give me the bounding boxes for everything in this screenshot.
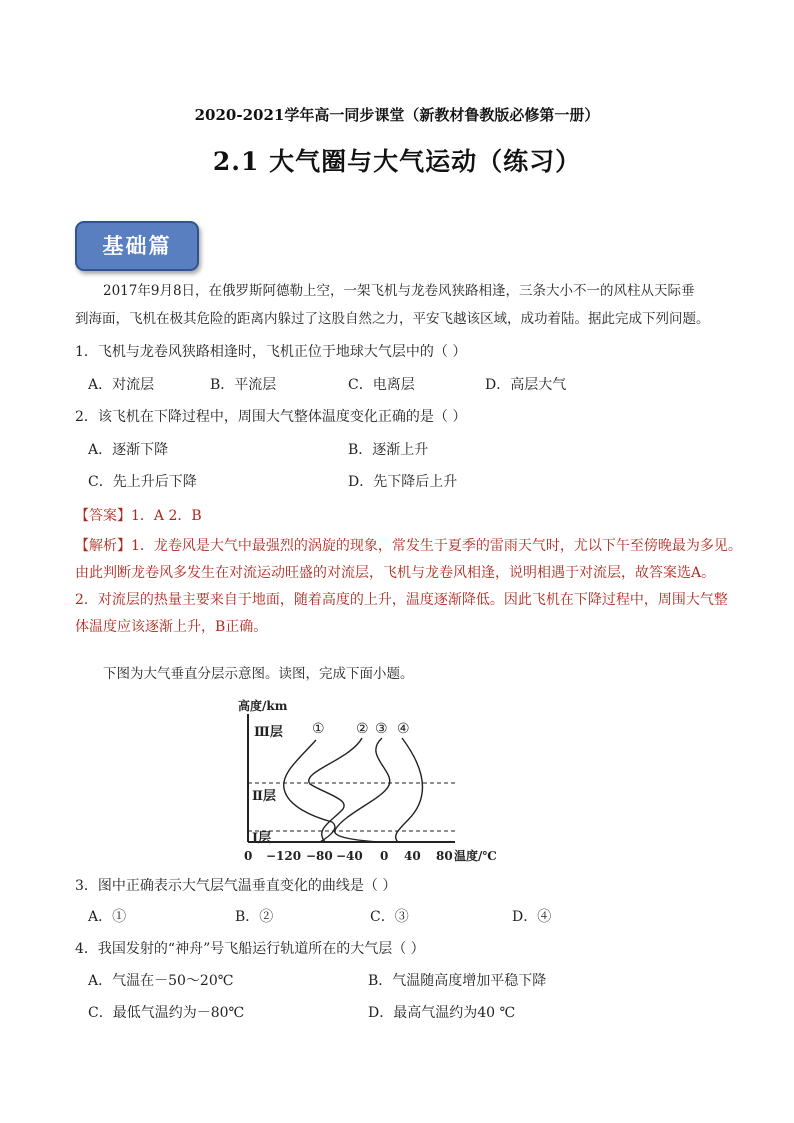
analysis-label: 【解析】 (75, 538, 131, 554)
q1-option-d: D．高层大气 (485, 377, 567, 393)
answer-block (75, 505, 202, 525)
section-badge: 基础篇 (75, 221, 199, 271)
q4-option-d: D．最高气温约为40 ℃ (368, 1005, 516, 1021)
curve-3 (335, 738, 390, 842)
layer-label-1: Ⅰ层 (252, 831, 272, 846)
q4-option-a: A．气温在－50～20℃ (88, 973, 234, 989)
diagram-y-label: 高度/km (238, 699, 288, 713)
passage-1 (75, 278, 725, 305)
x-tick-0-origin: 0 (244, 849, 253, 863)
q3-option-a: A．① (88, 909, 127, 925)
q1-option-c: C．电离层 (348, 377, 415, 393)
q1-option-b: B．平流层 (210, 377, 277, 393)
answer-label: 【答案】 (75, 508, 131, 524)
q1-option-a: A．对流层 (88, 377, 155, 393)
analysis-p1-cont: 由此判断龙卷风多发生在对流运动旺盛的对流层，飞机与龙卷风相逢，说明相遇于对流层，故答案选A。 (75, 565, 716, 581)
q3-option-d: D．④ (512, 909, 552, 925)
question-4-stem: 4．我国发射的“神舟”号飞船运行轨道所在的大气层（ ） (75, 941, 425, 957)
passage-1-line-2: 到海面，飞机在极其危险的距离内躲过了这股自然之力，平安飞越该区域，成功着陆。据此完成下列问题。 (75, 311, 710, 327)
q4-option-c: C．最低气温约为－80℃ (88, 1005, 245, 1021)
layer-label-3: Ⅲ层 (254, 725, 283, 740)
x-tick-minus40: −40 (336, 849, 363, 863)
document-subtitle: 2020-2021学年高一同步课堂（新教材鲁教版必修第一册） (194, 106, 600, 124)
document-title: 2.1 大气圈与大气运动（练习） (212, 147, 582, 176)
q2-option-b: B．逐渐上升 (348, 442, 429, 458)
q2-option-c: C．先上升后下降 (88, 474, 197, 490)
x-tick-minus120: −120 (266, 849, 302, 863)
curve-label-3: ③ (375, 721, 388, 737)
curve-4 (396, 738, 423, 842)
passage-1-line-1: 2017年9月8日，在俄罗斯阿德勒上空，一架飞机与龙卷风狭路相逢，三条大小不一的风柱从天际垂 (103, 283, 695, 299)
curve-label-1: ① (312, 721, 325, 737)
passage-2: 下图为大气垂直分层示意图。读图，完成下面小题。 (103, 666, 414, 682)
q4-option-b: B．气温随高度增加平稳下降 (368, 973, 547, 989)
atmosphere-layer-diagram (230, 690, 520, 870)
x-tick-80: 80 (436, 849, 453, 863)
q2-option-a: A．逐渐下降 (88, 442, 169, 458)
analysis-p1: 1．龙卷风是大气中最强烈的涡旋的现象，常发生于夏季的雷雨天气时，尤以下午至傍晚最为多见。 (131, 538, 742, 554)
analysis-p2-line-2: 体温度应该逐渐上升，B正确。 (75, 619, 268, 635)
diagram-x-label: 温度/℃ (454, 849, 497, 863)
curve-label-4: ④ (397, 721, 410, 737)
question-2-stem: 2．该飞机在下降过程中，周围大气整体温度变化正确的是（ ） (75, 409, 467, 425)
layer-label-2: Ⅱ层 (252, 789, 276, 804)
analysis-block (75, 533, 742, 641)
q3-option-c: C．③ (370, 909, 409, 925)
question-3-stem: 3．图中正确表示大气层气温垂直变化的曲线是（ ） (75, 878, 397, 894)
analysis-p2-line-1: 2．对流层的热量主要来自于地面，随着高度的上升，温度逐渐降低。因此飞机在下降过程中，周围大气整 (75, 592, 728, 608)
q3-option-b: B．② (235, 909, 274, 925)
question-1-stem: 1．飞机与龙卷风狭路相逢时，飞机正位于地球大气层中的（ ） (75, 344, 467, 360)
answer-text: 1．A 2．B (131, 508, 202, 524)
curve-1 (284, 740, 335, 842)
curve-label-2: ② (356, 721, 369, 737)
x-tick-minus80: −80 (306, 849, 333, 863)
q2-option-d: D．先下降后上升 (348, 474, 458, 490)
x-tick-0: 0 (380, 849, 389, 863)
analysis-line-1 (75, 533, 742, 560)
x-tick-40: 40 (404, 849, 421, 863)
